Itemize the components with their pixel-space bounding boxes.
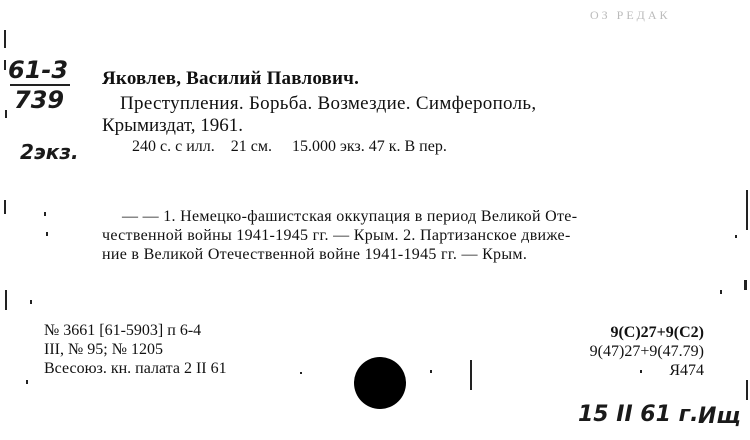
handwritten-initials: Ищ (698, 404, 741, 429)
footer-left-line-3: Всесоюз. кн. палата 2 II 61 (44, 360, 227, 377)
footer-right-line-2: 9(47)27+9(47.79) (589, 343, 704, 360)
handwritten-date: 15 II 61 г. (578, 402, 699, 427)
footer-left-line-1: № 3661 [61-5903] п 6-4 (44, 322, 202, 339)
handwritten-shelfmark: 61-3 (8, 56, 69, 84)
footer-right-line-1: 9(С)27+9(С2) (610, 324, 704, 341)
author-heading: Яковлев, Василий Павлович. (102, 68, 360, 89)
physical-description: 240 с. с илл. 21 см. 15.000 экз. 47 к. В пер. (132, 138, 447, 155)
footer-right-line-3: Я474 (669, 362, 704, 379)
handwritten-copies: 2экз. (20, 140, 79, 164)
faint-stamp: ОЗ РЕДАК (590, 8, 671, 22)
subject-line-1: — — 1. Немецко-фашистская оккупация в период Великой Оте- (122, 208, 578, 225)
title-line: Преступления. Борьба. Возмездие. Симферополь, (120, 93, 537, 114)
publisher-line: Крымиздат, 1961. (102, 115, 244, 136)
subject-line-2: чественной войны 1941-1945 гг. — Крым. 2. Партизанское движе- (102, 227, 571, 244)
subject-line-3: ние в Великой Отечественной войне 1941-1945 гг. — Крым. (102, 246, 528, 263)
footer-left-line-2: III, № 95; № 1205 (44, 341, 163, 358)
punch-hole (354, 357, 406, 409)
handwritten-number: 739 (14, 86, 65, 114)
